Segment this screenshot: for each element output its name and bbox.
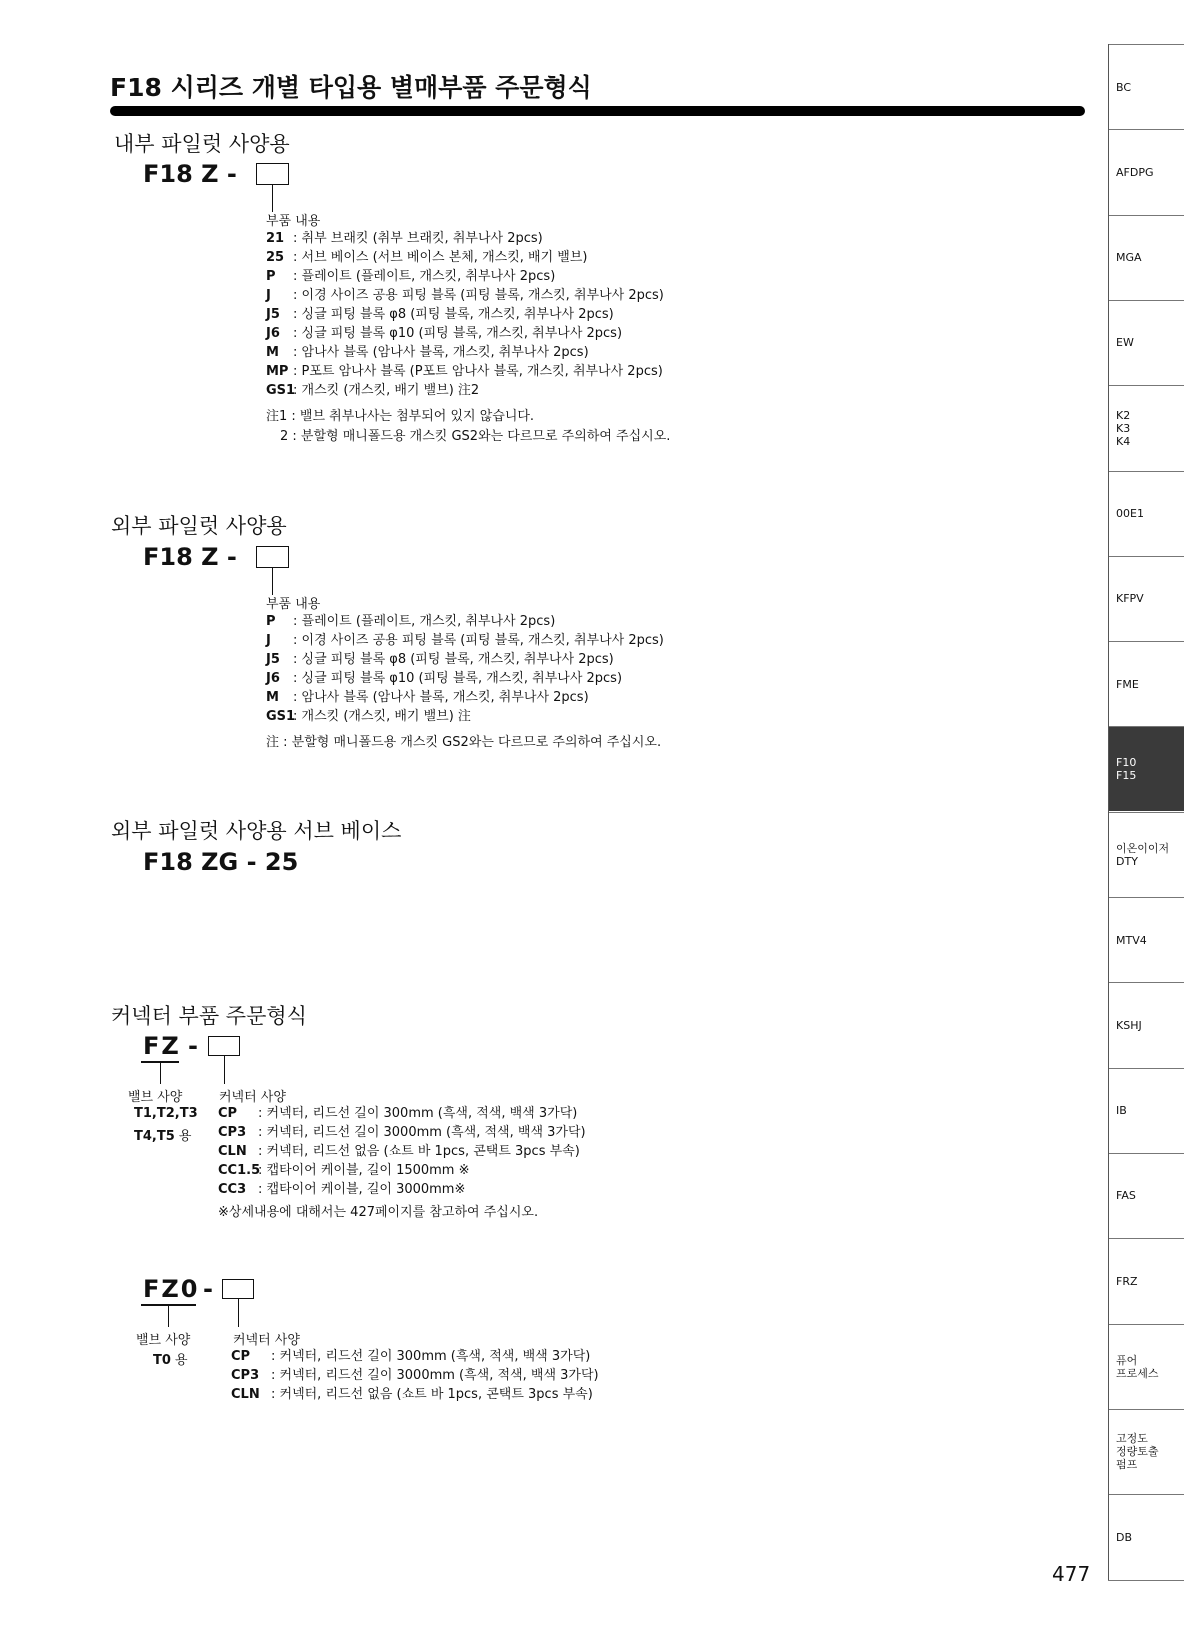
side-tab[interactable]: DB	[1109, 1494, 1184, 1579]
internal-option-row	[266, 381, 706, 400]
fz-valve-line-2-suffix: 용	[174, 1129, 192, 1144]
internal-option-description: : 싱글 피팅 블록 φ8 (피팅 블록, 개스킷, 취부나사 2pcs)	[293, 307, 614, 322]
fz-option-row	[218, 1142, 638, 1161]
external-option-description: : 플레이트 (플레이트, 개스킷, 취부나사 2pcs)	[293, 614, 556, 629]
fz-valve-line-2	[134, 1125, 191, 1144]
fz0-option-description: : 커넥터, 리드선 없음 (쇼트 바 1pcs, 콘택트 3pcs 부속)	[271, 1387, 593, 1402]
fz0-connector-caption: 커넥터 사양	[233, 1333, 300, 1348]
external-option-row	[266, 669, 706, 688]
internal-option-code: MP	[266, 364, 289, 379]
fz-option-description: : 커넥터, 리드선 길이 3000mm (흑색, 적색, 백색 3가닥)	[258, 1125, 586, 1140]
fz-option-description: : 캡타이어 케이블, 길이 3000mm※	[258, 1182, 466, 1197]
external-option-row	[266, 612, 706, 631]
internal-option-row	[266, 248, 706, 267]
external-option-code: M	[266, 690, 279, 705]
internal-option-row	[266, 286, 706, 305]
fz0-valve-caption: 밸브 사양	[136, 1333, 191, 1348]
internal-option-description: : 암나사 블록 (암나사 블록, 개스킷, 취부나사 2pcs)	[293, 345, 589, 360]
external-option-code: GS1	[266, 709, 296, 724]
internal-pilot-heading: 내부 파일럿 사양용	[114, 132, 290, 156]
internal-pilot-code: F18 Z -	[143, 160, 237, 188]
external-pilot-leader-line	[272, 568, 273, 595]
internal-option-code: J5	[266, 307, 280, 322]
side-tab[interactable]: 퓨어 프로세스	[1109, 1324, 1184, 1409]
external-option-description: : 이경 사이즈 공용 피팅 블록 (피팅 블록, 개스킷, 취부나사 2pcs)	[293, 633, 664, 648]
internal-option-description: : P포트 암나사 블록 (P포트 암나사 블록, 개스킷, 취부나사 2pcs)	[293, 364, 663, 379]
fz0-option-row	[231, 1385, 651, 1404]
fz0-connector-leader-line	[238, 1299, 239, 1327]
internal-pilot-note-2: 2 : 분할형 매니폴드용 개스킷 GS2와는 다르므로 주의하여 주십시오.	[280, 429, 671, 444]
fz0-connector-options	[231, 1347, 651, 1404]
page-number: 477	[1052, 1562, 1091, 1586]
internal-pilot-code-box	[256, 163, 289, 185]
internal-option-row	[266, 324, 706, 343]
fz-option-row	[218, 1104, 638, 1123]
fz-code-box	[208, 1036, 240, 1056]
fz0-valve-line-1-code: T0	[153, 1353, 171, 1368]
side-tab[interactable]: FAS	[1109, 1153, 1184, 1238]
connector-heading: 커넥터 부품 주문형식	[111, 1004, 307, 1028]
external-option-code: P	[266, 614, 276, 629]
fz-option-description: : 캡타이어 케이블, 길이 1500mm ※	[258, 1163, 470, 1178]
side-tab[interactable]: K2 K3 K4	[1109, 385, 1184, 470]
fz0-valve-line-1	[153, 1349, 188, 1368]
internal-pilot-leader-line	[272, 185, 273, 212]
external-option-row	[266, 631, 706, 650]
external-pilot-note: 注 : 분할형 매니폴드용 개스킷 GS2와는 다르므로 주의하여 주십시오.	[266, 735, 662, 750]
internal-option-code: J	[266, 288, 271, 303]
internal-option-code: 21	[266, 231, 285, 246]
fz0-option-code: CP	[231, 1349, 251, 1364]
fz-valve-line-2-code: T4,T5	[134, 1129, 175, 1144]
internal-option-description: : 개스킷 (개스킷, 배기 밸브) 注2	[293, 383, 480, 398]
side-tab[interactable]: 고정도 정량토출 펌프	[1109, 1409, 1184, 1494]
internal-option-description: : 서브 베이스 (서브 베이스 본체, 개스킷, 배기 밸브)	[293, 250, 588, 265]
subbase-heading: 외부 파일럿 사양용 서브 베이스	[111, 819, 402, 843]
internal-option-description: : 이경 사이즈 공용 피팅 블록 (피팅 블록, 개스킷, 취부나사 2pcs)	[293, 288, 664, 303]
internal-option-row	[266, 229, 706, 248]
fz-option-code: CP	[218, 1106, 238, 1121]
external-option-code: J5	[266, 652, 280, 667]
fz-valve-leader-line	[160, 1062, 161, 1084]
fz-option-row	[218, 1123, 638, 1142]
fz-valve-line-1: T1,T2,T3	[134, 1106, 198, 1121]
internal-option-code: M	[266, 345, 279, 360]
fz-option-code: CLN	[218, 1144, 247, 1159]
internal-option-description: : 플레이트 (플레이트, 개스킷, 취부나사 2pcs)	[293, 269, 556, 284]
fz0-option-row	[231, 1366, 651, 1385]
fz-code-dash: -	[188, 1032, 198, 1060]
fz-option-row	[218, 1161, 638, 1180]
internal-pilot-caption: 부품 내용	[266, 214, 321, 229]
side-tab[interactable]: FRZ	[1109, 1238, 1184, 1323]
fz0-option-row	[231, 1347, 651, 1366]
side-tab[interactable]: 00E1	[1109, 471, 1184, 556]
internal-option-code: J6	[266, 326, 280, 341]
internal-option-description: : 싱글 피팅 블록 φ10 (피팅 블록, 개스킷, 취부나사 2pcs)	[293, 326, 623, 341]
side-tab[interactable]: F10 F15	[1109, 726, 1184, 811]
fz-connector-caption: 커넥터 사양	[219, 1090, 286, 1105]
fz0-code-dash: -	[203, 1275, 213, 1303]
side-tab[interactable]: MGA	[1109, 215, 1184, 300]
fz0-option-description: : 커넥터, 리드선 길이 3000mm (흑색, 적색, 백색 3가닥)	[271, 1368, 599, 1383]
fz-option-description: : 커넥터, 리드선 없음 (쇼트 바 1pcs, 콘택트 3pcs 부속)	[258, 1144, 580, 1159]
side-tab[interactable]: KSHJ	[1109, 982, 1184, 1067]
fz-option-description: : 커넥터, 리드선 길이 300mm (흑색, 적색, 백색 3가닥)	[258, 1106, 578, 1121]
external-pilot-options	[266, 612, 706, 726]
fz0-valve-leader-line	[168, 1305, 169, 1327]
fz0-option-code: CP3	[231, 1368, 260, 1383]
internal-option-code: 25	[266, 250, 285, 265]
fz-note: ※상세내용에 대해서는 427페이지를 참고하여 주십시오.	[218, 1205, 539, 1220]
external-option-row	[266, 650, 706, 669]
fz-option-code: CC1.5	[218, 1163, 261, 1178]
internal-option-code: P	[266, 269, 276, 284]
fz-option-code: CP3	[218, 1125, 247, 1140]
external-option-row	[266, 688, 706, 707]
side-tab[interactable]: BC	[1109, 44, 1184, 129]
internal-option-row	[266, 362, 706, 381]
external-pilot-code-box	[256, 546, 289, 568]
side-tab-strip	[1108, 44, 1184, 1580]
fz-valve-caption: 밸브 사양	[128, 1090, 183, 1105]
internal-pilot-note-1: 注1 : 밸브 취부나사는 첨부되어 있지 않습니다.	[266, 409, 535, 424]
fz-connector-options	[218, 1104, 638, 1199]
fz-option-code: CC3	[218, 1182, 247, 1197]
fz0-code-box	[222, 1279, 254, 1299]
external-pilot-heading: 외부 파일럿 사양용	[111, 514, 287, 538]
external-option-row	[266, 707, 706, 726]
external-pilot-code: F18 Z -	[143, 543, 237, 571]
subbase-code: F18 ZG - 25	[143, 848, 299, 876]
external-option-description: : 암나사 블록 (암나사 블록, 개스킷, 취부나사 2pcs)	[293, 690, 589, 705]
external-option-code: J	[266, 633, 271, 648]
external-option-description: : 개스킷 (개스킷, 배기 밸브) 注	[293, 709, 471, 724]
internal-pilot-options	[266, 229, 706, 400]
internal-option-row	[266, 305, 706, 324]
fz0-option-code: CLN	[231, 1387, 260, 1402]
fz0-code: FZ0	[143, 1275, 200, 1303]
fz-option-row	[218, 1180, 638, 1199]
side-tab-strip-bottom-rule	[1108, 1580, 1184, 1581]
internal-option-row	[266, 267, 706, 286]
fz-connector-leader-line	[224, 1056, 225, 1084]
external-pilot-caption: 부품 내용	[266, 597, 321, 612]
external-option-description: : 싱글 피팅 블록 φ8 (피팅 블록, 개스킷, 취부나사 2pcs)	[293, 652, 614, 667]
side-tab[interactable]: AFDPG	[1109, 129, 1184, 214]
side-tab[interactable]: 이온이이저 DTY	[1109, 812, 1184, 897]
side-tab[interactable]: FME	[1109, 641, 1184, 726]
side-tab[interactable]: IB	[1109, 1068, 1184, 1153]
side-tab[interactable]: EW	[1109, 300, 1184, 385]
internal-option-description: : 취부 브래킷 (취부 브래킷, 취부나사 2pcs)	[293, 231, 543, 246]
side-tab[interactable]: KFPV	[1109, 556, 1184, 641]
internal-option-code: GS1	[266, 383, 296, 398]
external-option-code: J6	[266, 671, 280, 686]
fz0-option-description: : 커넥터, 리드선 길이 300mm (흑색, 적색, 백색 3가닥)	[271, 1349, 591, 1364]
external-option-description: : 싱글 피팅 블록 φ10 (피팅 블록, 개스킷, 취부나사 2pcs)	[293, 671, 623, 686]
internal-option-row	[266, 343, 706, 362]
fz0-valve-line-1-suffix: 용	[170, 1353, 188, 1368]
title-rule	[110, 106, 1085, 116]
fz-code: FZ	[143, 1032, 181, 1060]
side-tab[interactable]: MTV4	[1109, 897, 1184, 982]
page-title: F18 시리즈 개별 타입용 별매부품 주문형식	[110, 73, 592, 102]
